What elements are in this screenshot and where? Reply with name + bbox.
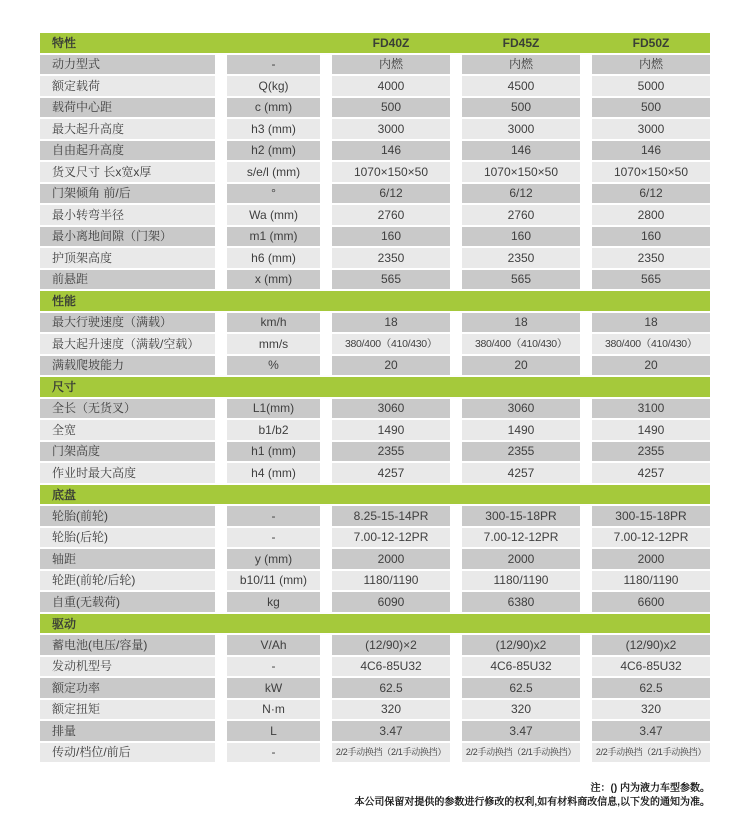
spec-unit: - xyxy=(227,528,320,548)
spec-label: 传动/档位/前后 xyxy=(40,743,215,763)
spec-value: 2000 xyxy=(462,549,580,569)
section-header: 性能 xyxy=(40,291,710,311)
spec-unit: kW xyxy=(227,678,320,698)
header-model-fd40z: FD40Z xyxy=(372,35,410,50)
spec-value: 3.47 xyxy=(592,721,710,741)
spec-row xyxy=(40,184,710,204)
spec-value: 1490 xyxy=(462,420,580,440)
spec-row xyxy=(40,356,710,376)
spec-label: 发动机型号 xyxy=(40,657,215,677)
spec-unit: V/Ah xyxy=(227,635,320,655)
spec-value: 4C6-85U32 xyxy=(332,657,450,677)
spec-unit: c (mm) xyxy=(227,98,320,118)
spec-value: 62.5 xyxy=(592,678,710,698)
spec-value: 1070×150×50 xyxy=(592,162,710,182)
spec-label: 最小离地间隙（门架） xyxy=(40,227,215,247)
header-model-fd50z: FD50Z xyxy=(632,35,670,50)
section-header: 尺寸 xyxy=(40,377,710,397)
spec-value: 18 xyxy=(462,313,580,333)
spec-unit: Q(kg) xyxy=(227,76,320,96)
spec-value: 3000 xyxy=(332,119,450,139)
spec-unit: m1 (mm) xyxy=(227,227,320,247)
spec-value: 1180/1190 xyxy=(332,571,450,591)
spec-value: 20 xyxy=(462,356,580,376)
spec-value: 2000 xyxy=(592,549,710,569)
spec-unit: s/e/l (mm) xyxy=(227,162,320,182)
spec-label: 最小转弯半径 xyxy=(40,205,215,225)
spec-value: 146 xyxy=(462,141,580,161)
spec-unit: h1 (mm) xyxy=(227,442,320,462)
spec-unit: L xyxy=(227,721,320,741)
spec-row xyxy=(40,592,710,612)
spec-value: 160 xyxy=(462,227,580,247)
spec-value: 380/400（410/430） xyxy=(332,334,450,354)
spec-label: 轮胎(前轮) xyxy=(40,506,215,526)
spec-label: 轮胎(后轮) xyxy=(40,528,215,548)
spec-unit: Wa (mm) xyxy=(227,205,320,225)
spec-unit: b1/b2 xyxy=(227,420,320,440)
spec-value: 8.25-15-14PR xyxy=(332,506,450,526)
spec-value: 2355 xyxy=(592,442,710,462)
spec-unit: h2 (mm) xyxy=(227,141,320,161)
spec-row xyxy=(40,98,710,118)
spec-label: 全宽 xyxy=(40,420,215,440)
spec-label: 额定载荷 xyxy=(40,76,215,96)
spec-value: 3000 xyxy=(592,119,710,139)
spec-value: 5000 xyxy=(592,76,710,96)
footnote-line-1: 注：() 内为液力车型参数。 xyxy=(590,783,710,794)
table-header-row xyxy=(40,33,710,53)
spec-unit: L1(mm) xyxy=(227,399,320,419)
spec-value: 7.00-12-12PR xyxy=(332,528,450,548)
spec-value: 62.5 xyxy=(462,678,580,698)
spec-label: 满载爬坡能力 xyxy=(40,356,215,376)
spec-unit: - xyxy=(227,657,320,677)
spec-label: 自由起升高度 xyxy=(40,141,215,161)
spec-table xyxy=(40,33,710,764)
spec-value: 4500 xyxy=(462,76,580,96)
spec-label: 最大起升速度（满载/空载） xyxy=(40,334,215,354)
spec-unit: ° xyxy=(227,184,320,204)
spec-value: 4257 xyxy=(332,463,450,483)
spec-label: 最大起升高度 xyxy=(40,119,215,139)
spec-value: 内燃 xyxy=(592,55,710,75)
spec-value: 320 xyxy=(462,700,580,720)
spec-value: 2355 xyxy=(332,442,450,462)
spec-value: (12/90)x2 xyxy=(592,635,710,655)
spec-value: 146 xyxy=(332,141,450,161)
spec-value: 3100 xyxy=(592,399,710,419)
spec-value: 320 xyxy=(592,700,710,720)
spec-value: 3.47 xyxy=(462,721,580,741)
spec-unit: % xyxy=(227,356,320,376)
spec-value: 7.00-12-12PR xyxy=(462,528,580,548)
spec-value: 146 xyxy=(592,141,710,161)
spec-row xyxy=(40,506,710,526)
spec-label: 动力型式 xyxy=(40,55,215,75)
spec-value: 565 xyxy=(332,270,450,290)
spec-label: 全长（无货叉） xyxy=(40,399,215,419)
spec-row xyxy=(40,162,710,182)
spec-label: 最大行驶速度（满载） xyxy=(40,313,215,333)
spec-value: 2/2手动换挡（2/1手动换挡） xyxy=(592,743,710,763)
spec-value: 2760 xyxy=(332,205,450,225)
spec-value: 4C6-85U32 xyxy=(592,657,710,677)
spec-value: 500 xyxy=(462,98,580,118)
spec-value: 4000 xyxy=(332,76,450,96)
spec-row xyxy=(40,463,710,483)
footnote-line-2: 本公司保留对提供的参数进行修改的权利,如有材料商改信息,以下发的通知为准。 xyxy=(354,797,710,808)
spec-row xyxy=(40,678,710,698)
spec-value: 565 xyxy=(592,270,710,290)
spec-label: 自重(无载荷) xyxy=(40,592,215,612)
spec-row xyxy=(40,334,710,354)
spec-value: 1070×150×50 xyxy=(462,162,580,182)
spec-value: 1180/1190 xyxy=(462,571,580,591)
spec-value: 500 xyxy=(592,98,710,118)
spec-value: 4257 xyxy=(592,463,710,483)
spec-value: 20 xyxy=(592,356,710,376)
spec-row xyxy=(40,141,710,161)
spec-unit: km/h xyxy=(227,313,320,333)
spec-value: 1490 xyxy=(332,420,450,440)
spec-value: 内燃 xyxy=(462,55,580,75)
spec-value: 6/12 xyxy=(462,184,580,204)
spec-value: 160 xyxy=(332,227,450,247)
footnotes xyxy=(354,782,710,810)
spec-value: 1070×150×50 xyxy=(332,162,450,182)
spec-value: 3.47 xyxy=(332,721,450,741)
spec-unit: - xyxy=(227,743,320,763)
spec-row xyxy=(40,270,710,290)
spec-label: 蓄电池(电压/容量) xyxy=(40,635,215,655)
spec-label: 门架高度 xyxy=(40,442,215,462)
spec-value: 6600 xyxy=(592,592,710,612)
spec-unit: - xyxy=(227,506,320,526)
spec-value: 3000 xyxy=(462,119,580,139)
spec-value: 18 xyxy=(592,313,710,333)
spec-row xyxy=(40,571,710,591)
spec-label: 前悬距 xyxy=(40,270,215,290)
spec-label: 轴距 xyxy=(40,549,215,569)
spec-row xyxy=(40,635,710,655)
spec-row xyxy=(40,442,710,462)
header-feature-label: 特性 xyxy=(52,35,77,50)
spec-row xyxy=(40,205,710,225)
spec-row xyxy=(40,248,710,268)
spec-value: 20 xyxy=(332,356,450,376)
spec-row xyxy=(40,743,710,763)
spec-label: 载荷中心距 xyxy=(40,98,215,118)
spec-unit: h3 (mm) xyxy=(227,119,320,139)
spec-unit: h4 (mm) xyxy=(227,463,320,483)
spec-value: 4C6-85U32 xyxy=(462,657,580,677)
spec-value: 6/12 xyxy=(592,184,710,204)
spec-value: 300-15-18PR xyxy=(592,506,710,526)
spec-value: 160 xyxy=(592,227,710,247)
spec-row xyxy=(40,420,710,440)
spec-value: 3060 xyxy=(332,399,450,419)
spec-label: 排量 xyxy=(40,721,215,741)
spec-unit: x (mm) xyxy=(227,270,320,290)
spec-unit: b10/11 (mm) xyxy=(227,571,320,591)
spec-value: 2/2手动换挡（2/1手动换挡） xyxy=(332,743,450,763)
spec-value: 1490 xyxy=(592,420,710,440)
spec-value: 18 xyxy=(332,313,450,333)
spec-value: 2000 xyxy=(332,549,450,569)
spec-row xyxy=(40,76,710,96)
spec-value: 3060 xyxy=(462,399,580,419)
spec-unit: y (mm) xyxy=(227,549,320,569)
spec-value: 6/12 xyxy=(332,184,450,204)
spec-value: 380/400（410/430） xyxy=(592,334,710,354)
spec-value: (12/90)×2 xyxy=(332,635,450,655)
spec-label: 作业时最大高度 xyxy=(40,463,215,483)
spec-label: 货叉尺寸 长x宽x厚 xyxy=(40,162,215,182)
header-unit-spacer xyxy=(227,33,320,53)
section-header: 驱动 xyxy=(40,614,710,634)
spec-value: 1180/1190 xyxy=(592,571,710,591)
spec-unit: - xyxy=(227,55,320,75)
spec-row xyxy=(40,549,710,569)
spec-unit: N·m xyxy=(227,700,320,720)
spec-unit: h6 (mm) xyxy=(227,248,320,268)
spec-row xyxy=(40,399,710,419)
spec-row xyxy=(40,55,710,75)
spec-value: (12/90)x2 xyxy=(462,635,580,655)
spec-value: 2800 xyxy=(592,205,710,225)
spec-label: 额定扭矩 xyxy=(40,700,215,720)
spec-value: 2/2手动换挡（2/1手动换挡） xyxy=(462,743,580,763)
spec-label: 额定功率 xyxy=(40,678,215,698)
spec-value: 2350 xyxy=(462,248,580,268)
spec-value: 2350 xyxy=(332,248,450,268)
header-model-fd45z: FD45Z xyxy=(502,35,540,50)
spec-label: 护顶架高度 xyxy=(40,248,215,268)
table-body xyxy=(40,55,710,763)
spec-value: 2355 xyxy=(462,442,580,462)
spec-value: 6090 xyxy=(332,592,450,612)
spec-value: 7.00-12-12PR xyxy=(592,528,710,548)
spec-row xyxy=(40,119,710,139)
spec-row xyxy=(40,721,710,741)
spec-value: 2350 xyxy=(592,248,710,268)
spec-value: 4257 xyxy=(462,463,580,483)
spec-value: 300-15-18PR xyxy=(462,506,580,526)
spec-value: 380/400（410/430） xyxy=(462,334,580,354)
spec-value: 62.5 xyxy=(332,678,450,698)
spec-row xyxy=(40,700,710,720)
spec-row xyxy=(40,227,710,247)
spec-unit: kg xyxy=(227,592,320,612)
spec-value: 6380 xyxy=(462,592,580,612)
spec-value: 500 xyxy=(332,98,450,118)
section-header: 底盘 xyxy=(40,485,710,505)
spec-value: 内燃 xyxy=(332,55,450,75)
spec-value: 565 xyxy=(462,270,580,290)
spec-row xyxy=(40,528,710,548)
spec-label: 轮距(前轮/后轮) xyxy=(40,571,215,591)
spec-row xyxy=(40,657,710,677)
spec-value: 320 xyxy=(332,700,450,720)
spec-value: 2760 xyxy=(462,205,580,225)
spec-label: 门架倾角 前/后 xyxy=(40,184,215,204)
spec-unit: mm/s xyxy=(227,334,320,354)
spec-row xyxy=(40,313,710,333)
